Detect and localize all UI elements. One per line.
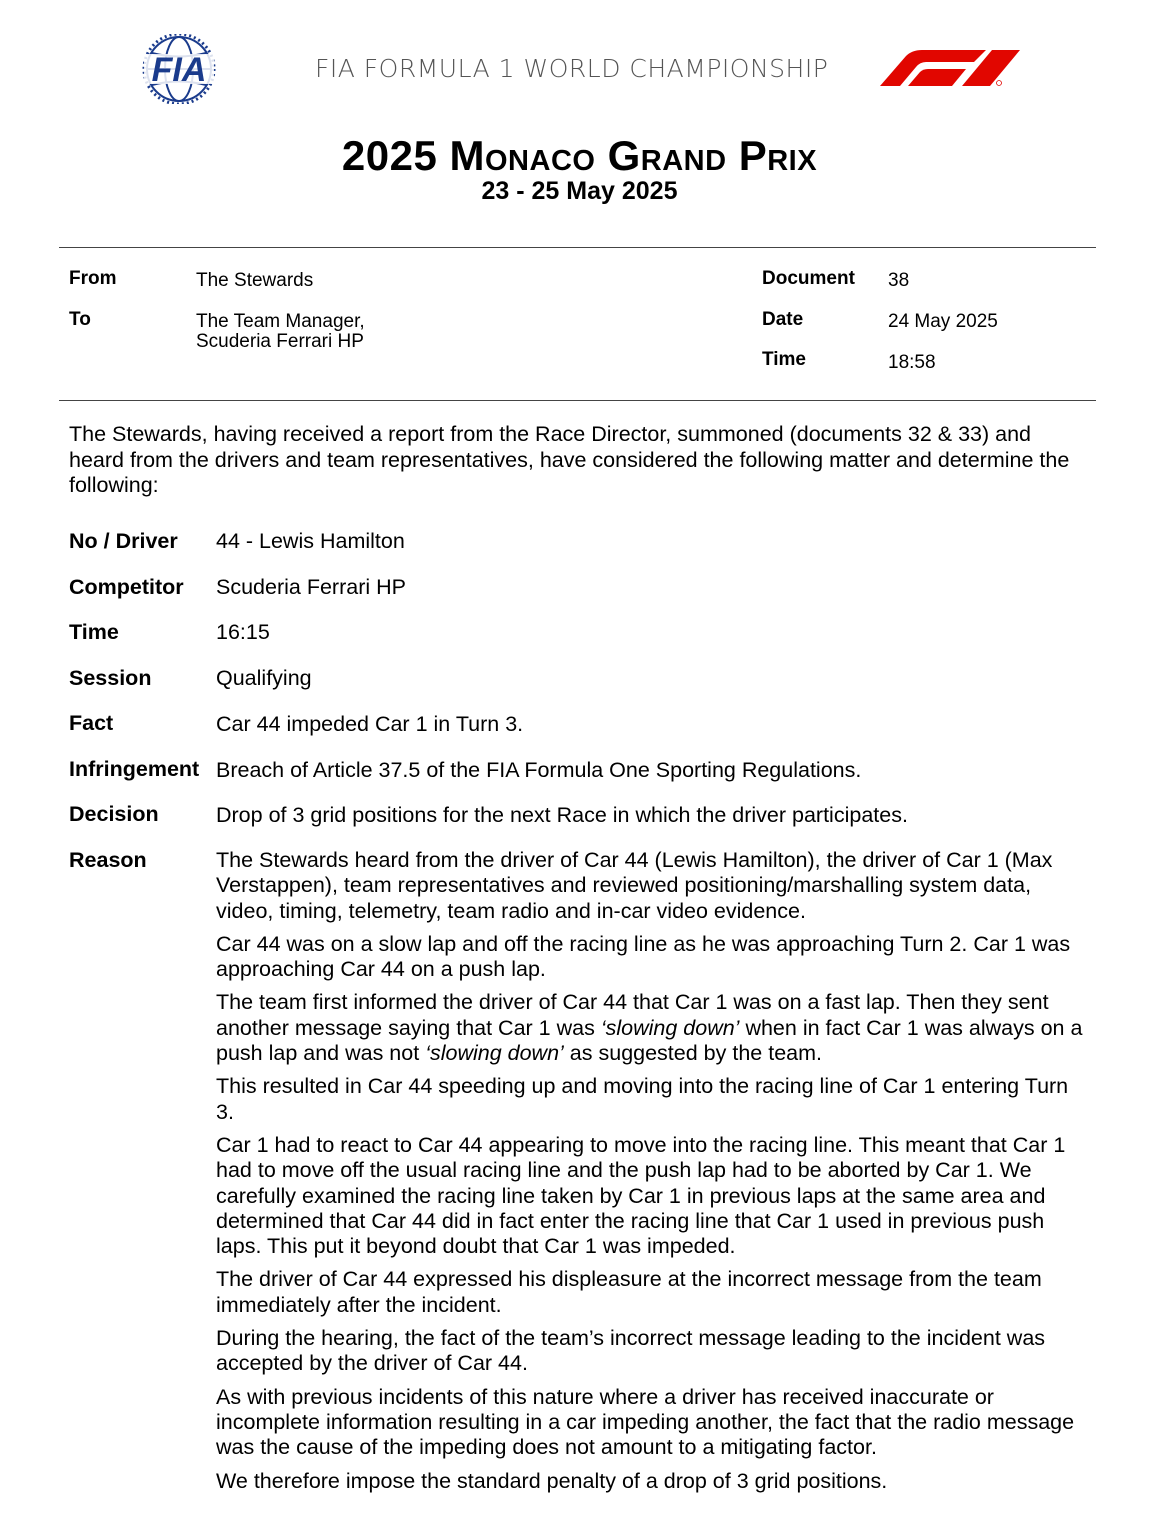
header-divider-bottom <box>59 400 1096 401</box>
field-label-fact: Fact <box>69 711 114 735</box>
document-label: Document <box>762 268 855 289</box>
field-label-reason: Reason <box>69 848 147 872</box>
reason-paragraph-9: We therefore impose the standard penalty of a drop of 3 grid positions. <box>216 1468 888 1493</box>
f1-logo-text: F1 <box>878 48 880 49</box>
to-label: To <box>69 309 91 330</box>
field-label-driver: No / Driver <box>69 529 178 553</box>
to-value-line1: The Team Manager, <box>196 311 365 332</box>
event-dates: 23 - 25 May 2025 <box>481 177 678 205</box>
header-divider-top <box>59 247 1096 248</box>
field-value-competitor: Scuderia Ferrari HP <box>216 575 406 599</box>
reason-p3-part-c: as suggested by the team. <box>563 1041 822 1066</box>
date-value: 24 May 2025 <box>888 311 998 332</box>
field-value-session: Qualifying <box>216 666 312 690</box>
reason-paragraph-6: The driver of Car 44 expressed his displeasure at the incorrect message from the team immediately after the incident. <box>216 1267 1042 1317</box>
date-label: Date <box>762 309 804 330</box>
reason-paragraph-7: During the hearing, the fact of the team’s incorrect message leading to the incident was accepted by the driver of Car 44. <box>216 1326 1046 1376</box>
reason-paragraph-1: The Stewards heard from the driver of Car 44 (Lewis Hamilton), the driver of Car 1 (Max Verstappen), team representatives and reviewed positioning/marshalling system data, video, timing, telemetry, team radio and in-car video evidence. <box>216 848 1053 923</box>
reason-p3-quote-2: ‘slowing down’ <box>425 1041 564 1066</box>
field-value-driver: 44 - Lewis Hamilton <box>216 529 405 553</box>
field-label-session: Session <box>69 666 152 690</box>
field-label-time: Time <box>69 620 119 644</box>
event-title: 2025 Monaco Grand Prix <box>341 132 818 179</box>
time-label: Time <box>762 349 807 370</box>
time-value: 18:58 <box>888 352 936 373</box>
to-value-line2: Scuderia Ferrari HP <box>196 331 364 352</box>
field-value-decision: Drop of 3 grid positions for the next Race in which the driver participates. <box>216 803 908 827</box>
reason-p3-part-a: The team first informed the driver of Car 44 that Car 1 was on a fast lap. Then they sent another message saying that Car 1 was <box>216 990 1049 1040</box>
championship-title: FIA FORMULA 1 WORLD CHAMPIONSHIP <box>315 54 829 83</box>
from-value: The Stewards <box>196 270 314 291</box>
reason-paragraph-8: As with previous incidents of this nature where a driver has received inaccurate or incomplete information resulting in a car impeding another, the fact that the radio message was the cause of the impeding does not amount to a mitigating factor. <box>216 1384 1075 1460</box>
reason-p3-quote-1: ‘slowing down’ <box>600 1015 740 1040</box>
f1-logo-icon <box>878 48 1024 88</box>
field-value-infringement: Breach of Article 37.5 of the FIA Formula One Sporting Regulations. <box>216 758 862 782</box>
reason-paragraph-5: Car 1 had to react to Car 44 appearing to move into the racing line. This meant that Car 1 had to move off the usual racing line and the push lap had to be aborted by Car 1. We carefully examined the racing line taken by Car 1 in previous laps at the same area and determined that Car 44 did in fact enter the racing line that Car 1 used in previous push laps. This put it beyond doubt that Car 1 was impeded. <box>216 1132 1066 1259</box>
document-value: 38 <box>888 270 910 291</box>
field-label-infringement: Infringement <box>69 757 200 781</box>
field-value-fact: Car 44 impeded Car 1 in Turn 3. <box>216 712 524 736</box>
field-label-competitor: Competitor <box>69 575 184 599</box>
intro-paragraph: The Stewards, having received a report from the Race Director, summoned (documents 32 & 33) and heard from the drivers and team representatives, have considered the following matter and determine the following: <box>69 422 1070 497</box>
from-label: From <box>69 268 117 289</box>
field-label-decision: Decision <box>69 802 159 826</box>
field-value-time: 16:15 <box>216 620 270 644</box>
reason-paragraph-2: Car 44 was on a slow lap and off the racing line as he was approaching Turn 2. Car 1 was approaching Car 44 on a push lap. <box>216 931 1071 982</box>
fia-logo-text: FIA <box>151 51 207 89</box>
reason-p3-part-b: when in fact Car 1 was always on a push lap and was not <box>216 1015 1083 1066</box>
reason-text <box>216 848 1086 1502</box>
reason-paragraph-3 <box>216 990 1086 1066</box>
fia-globe-logo-icon <box>128 34 230 104</box>
reason-paragraph-4: This resulted in Car 44 speeding up and moving into the racing line of Car 1 entering Turn 3. <box>216 1074 1069 1124</box>
